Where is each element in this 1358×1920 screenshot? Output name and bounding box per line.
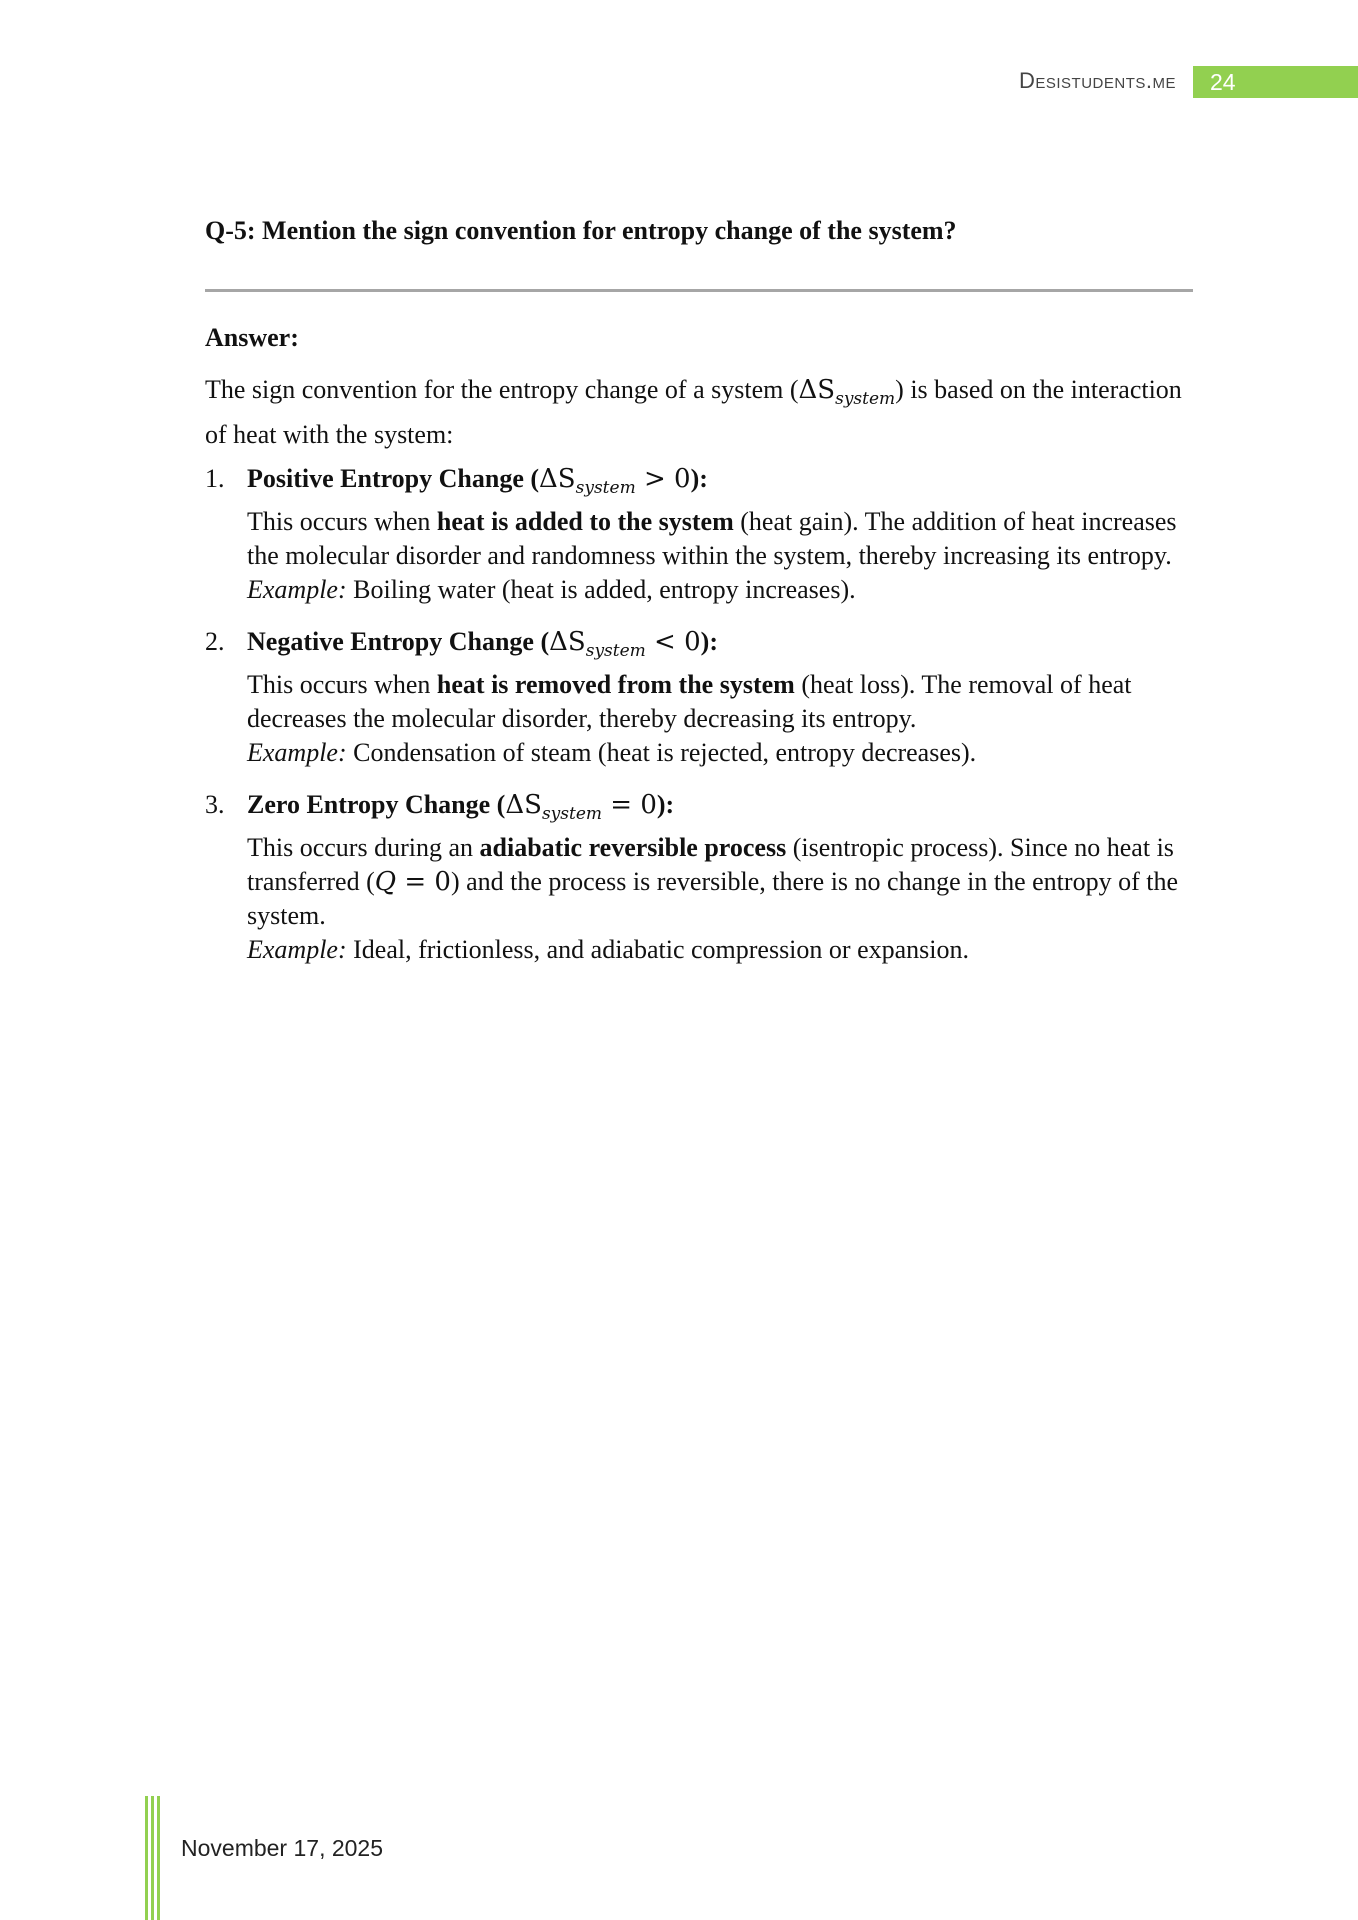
answer-intro [205,372,1195,453]
subscript-system: system [541,804,603,824]
page-number-badge: 24 [1193,66,1358,98]
item-body [247,505,1195,573]
body-bold: heat is removed from the system [436,670,795,699]
q-symbol: Q [374,867,397,897]
relation: < 0 [645,627,701,657]
body-bold: heat is added to the system [436,507,734,536]
example-label: Example: [247,738,347,767]
item-title-text: Zero Entropy Change ( [247,790,506,819]
example-text: Boiling water (heat is added, entropy increases). [346,575,856,604]
item-example [247,933,1195,967]
item-number: 3. [205,790,225,819]
body-bold: adiabatic reversible process [479,833,787,862]
body-text: This occurs during an [247,833,480,862]
body-text: (heat loss). The removal of heat decreases the molecular disorder, thereby decreasing its entropy. [247,670,1132,733]
item-body [247,668,1195,736]
header-site-name: Desistudents.me [1018,68,1176,93]
list-item-negative [205,625,1195,770]
item-title [247,462,1195,505]
relation: = 0 [602,790,657,820]
subscript-system: system [585,641,646,661]
body-text: This occurs when [247,507,437,536]
delta-symbol: ΔS [549,627,586,657]
delta-symbol: ΔS [539,464,576,494]
item-body [247,831,1195,933]
accent-bar [151,1796,154,1920]
body-text: ) and the process is reversible, there is no change in the entropy of the system. [247,867,1178,930]
footer-accent-bars [145,1796,165,1920]
body-text: This occurs when [247,670,437,699]
example-label: Example: [247,575,347,604]
divider-rule [205,289,1193,292]
delta-symbol: ΔS [505,790,542,820]
item-number: 1. [205,464,225,493]
item-title-text: Negative Entropy Change ( [247,627,550,656]
relation: > 0 [635,464,691,494]
item-title-text: Positive Entropy Change ( [247,464,540,493]
intro-after: ) is based on the interaction of heat with the system: [205,375,1182,449]
body-text: (heat gain). The addition of heat increases the molecular disorder and randomness within the system, thereby increasing its entropy. [247,507,1177,570]
item-title-end: ): [656,790,675,819]
subscript-system: system [835,389,896,409]
accent-bar [157,1796,160,1920]
example-text: Ideal, frictionless, and adiabatic compression or expansion. [346,935,969,964]
list-item-positive [205,462,1195,607]
body-text: (isentropic process). Since no heat is transferred ( [247,833,1174,896]
item-number: 2. [205,627,225,656]
item-title [247,788,1195,831]
accent-bar [145,1796,148,1920]
item-title-end: ): [690,464,708,493]
item-title-end: ): [700,627,718,656]
answer-label: Answer: [205,323,299,352]
example-label: Example: [247,935,347,964]
item-title [247,625,1195,668]
list-item-zero [205,788,1195,967]
intro-before: The sign convention for the entropy change of a system ( [205,375,799,404]
item-example [247,573,1195,607]
footer-date: November 17, 2025 [181,1835,384,1861]
subscript-system: system [575,478,636,498]
sign-convention-list [205,462,1195,985]
example-text: Condensation of steam (heat is rejected, entropy decreases). [346,738,977,767]
delta-symbol: ΔS [798,375,836,405]
question-heading: Q-5: Mention the sign convention for entropy change of the system? [205,216,957,245]
item-example [247,736,1195,770]
q-relation: = 0 [396,867,451,897]
